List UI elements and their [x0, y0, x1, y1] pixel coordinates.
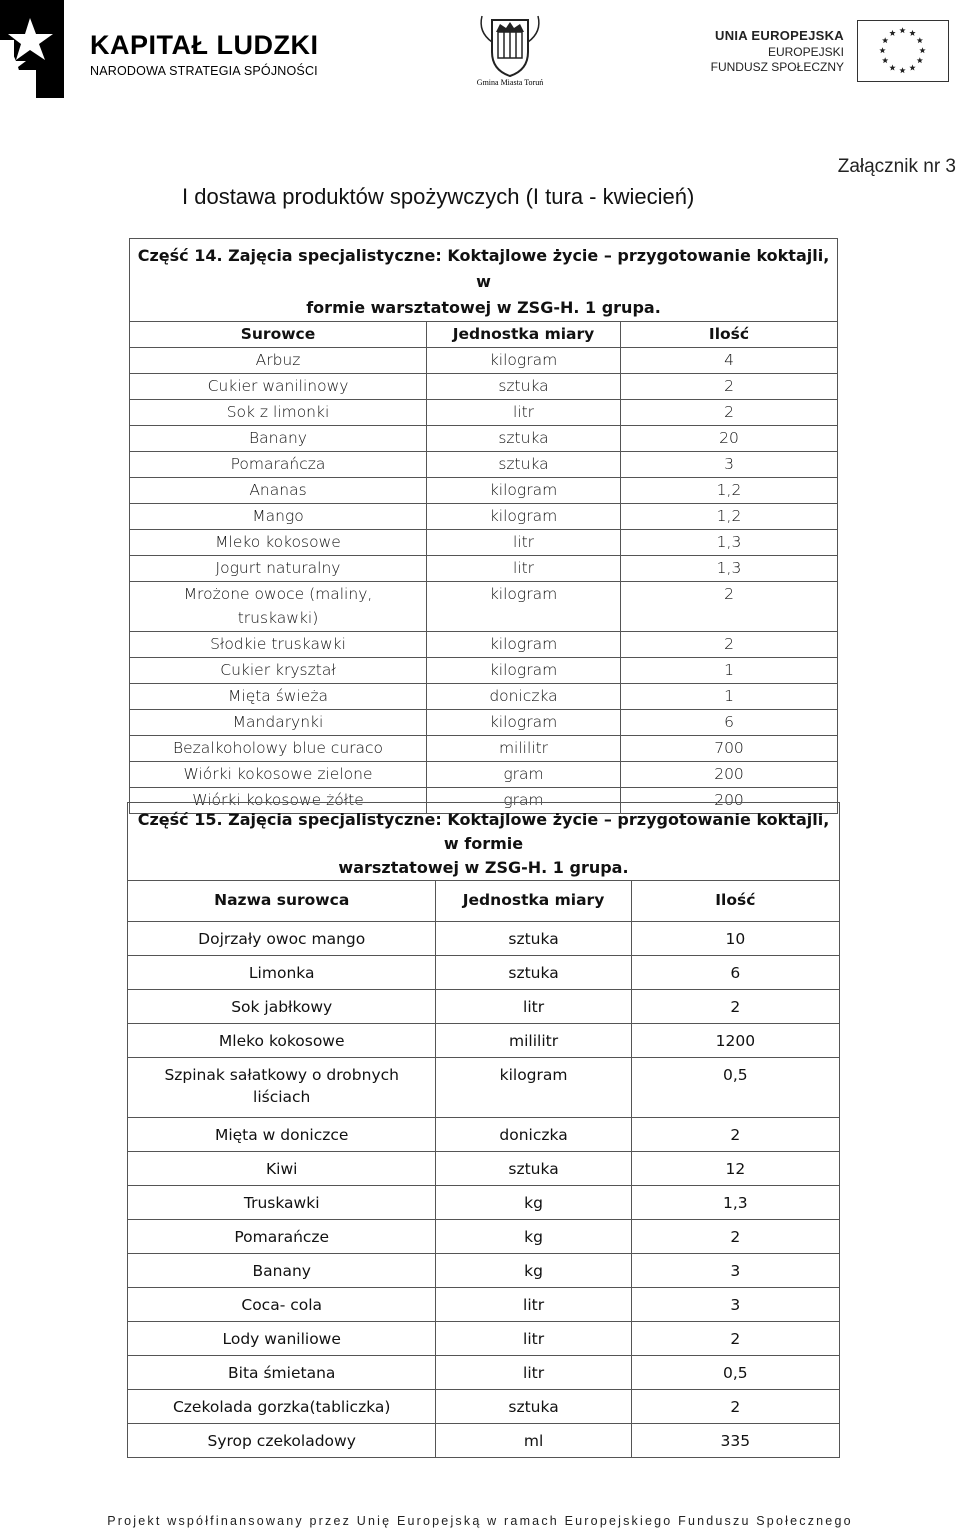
item-qty: 0,5 — [631, 1356, 839, 1390]
item-name: Pomarańcze — [128, 1220, 436, 1254]
item-unit: litr — [427, 556, 621, 582]
item-unit: kg — [436, 1220, 631, 1254]
eu-star-icon — [879, 47, 885, 53]
eu-social-fund-logo — [710, 25, 960, 85]
part15-header-qty: Ilość — [631, 881, 839, 922]
item-qty: 2 — [621, 632, 838, 658]
table-row — [130, 426, 838, 452]
item-qty: 1 — [621, 658, 838, 684]
eu-star-icon — [917, 37, 923, 43]
item-unit: litr — [436, 1288, 631, 1322]
item-name: Banany — [130, 426, 427, 452]
eu-star-icon — [882, 37, 888, 43]
item-name: Mleko kokosowe — [130, 530, 427, 556]
item-unit: gram — [427, 788, 621, 814]
attachment-label: Załącznik nr 3 — [837, 156, 956, 177]
item-qty: 6 — [621, 710, 838, 736]
item-unit: sztuka — [436, 1152, 631, 1186]
item-unit: kg — [436, 1254, 631, 1288]
kapital-ludzki-subtitle: NARODOWA STRATEGIA SPÓJNOŚCI — [90, 64, 318, 78]
eu-star-icon — [919, 47, 925, 53]
item-qty: 1,3 — [621, 530, 838, 556]
table-row — [128, 1322, 840, 1356]
item-qty: 700 — [621, 736, 838, 762]
torun-coat-of-arms-icon — [470, 12, 550, 78]
item-name: Czekolada gorzka(tabliczka) — [128, 1390, 436, 1424]
item-qty: 2 — [631, 1322, 839, 1356]
kapital-ludzki-star-icon — [0, 0, 70, 100]
item-qty: 4 — [621, 348, 838, 374]
item-qty: 10 — [631, 922, 839, 956]
item-unit: litr — [427, 530, 621, 556]
item-unit: sztuka — [436, 956, 631, 990]
eu-stars-icon — [858, 21, 947, 80]
item-qty: 6 — [631, 956, 839, 990]
footer-cofinancing-note: Projekt współfinansowany przez Unię Europejską w ramach Europejskiego Funduszu Społecznego — [107, 1514, 853, 1528]
eu-line2: EUROPEJSKI — [767, 45, 844, 59]
table-row — [128, 956, 840, 990]
table-row — [128, 922, 840, 956]
item-qty: 335 — [631, 1424, 839, 1458]
table-row — [130, 504, 838, 530]
document-title: I dostawa produktów spożywczych (I tura - kwiecień) — [182, 184, 695, 209]
item-unit: sztuka — [427, 452, 621, 478]
table-row — [128, 1186, 840, 1220]
table-row — [130, 582, 838, 632]
part14-caption — [130, 239, 838, 322]
item-unit: kg — [436, 1186, 631, 1220]
item-name: Wiórki kokosowe żółte — [130, 788, 427, 814]
item-name: Mleko kokosowe — [128, 1024, 436, 1058]
item-qty: 200 — [621, 762, 838, 788]
part15-header-unit: Jednostka miary — [436, 881, 631, 922]
item-qty: 3 — [631, 1254, 839, 1288]
item-unit: kilogram — [427, 710, 621, 736]
item-name: Mięta w doniczce — [128, 1118, 436, 1152]
part14-caption-line2: formie warsztatowej w ZSG-H. 1 grupa. — [306, 298, 661, 317]
item-name: Mrożone owoce (maliny, truskawki) — [130, 582, 427, 632]
table-row — [130, 478, 838, 504]
item-name: Cukier kryształ — [130, 658, 427, 684]
kapital-ludzki-title: KAPITAŁ LUDZKI — [90, 30, 319, 60]
eu-star-icon — [917, 57, 923, 63]
item-name: Cukier wanilinowy — [130, 374, 427, 400]
table-row — [130, 348, 838, 374]
part14-header-unit: Jednostka miary — [427, 322, 621, 348]
item-qty: 20 — [621, 426, 838, 452]
eu-star-icon — [909, 65, 915, 71]
table-row — [130, 710, 838, 736]
item-unit: litr — [427, 400, 621, 426]
item-unit: kilogram — [436, 1058, 631, 1118]
part15-caption-line2: warsztatowej w ZSG-H. 1 grupa. — [338, 858, 629, 877]
item-name: Ananas — [130, 478, 427, 504]
table-row — [130, 452, 838, 478]
item-unit: kilogram — [427, 504, 621, 530]
item-unit: gram — [427, 762, 621, 788]
eu-star-icon — [889, 65, 895, 71]
eu-star-icon — [909, 30, 915, 36]
kapital-ludzki-logo — [0, 0, 320, 100]
item-name: Szpinak sałatkowy o drobnych liściach — [128, 1058, 436, 1118]
item-name: Bezalkoholowy blue curaco — [130, 736, 427, 762]
item-name: Lody waniliowe — [128, 1322, 436, 1356]
item-unit: sztuka — [427, 374, 621, 400]
table-row — [128, 990, 840, 1024]
item-qty: 2 — [621, 582, 838, 632]
table-row — [130, 530, 838, 556]
table-row — [128, 1118, 840, 1152]
table-row — [128, 1356, 840, 1390]
part14-table — [129, 238, 838, 814]
item-qty: 2 — [631, 1220, 839, 1254]
item-qty: 1,2 — [621, 504, 838, 530]
eu-star-icon — [899, 67, 905, 73]
item-name: Mango — [130, 504, 427, 530]
table-row — [130, 632, 838, 658]
table-row — [128, 1152, 840, 1186]
item-unit: sztuka — [427, 426, 621, 452]
item-unit: mililitr — [436, 1024, 631, 1058]
part15-header-row — [128, 881, 840, 922]
item-name: Pomarańcza — [130, 452, 427, 478]
eu-line1: UNIA EUROPEJSKA — [715, 28, 844, 43]
item-unit: kilogram — [427, 582, 621, 632]
item-qty: 3 — [631, 1288, 839, 1322]
item-unit: doniczka — [427, 684, 621, 710]
item-qty: 2 — [631, 990, 839, 1024]
torun-caption: Gmina Miasta Toruń — [476, 78, 544, 87]
part15-header-name: Nazwa surowca — [128, 881, 436, 922]
table-row — [128, 1220, 840, 1254]
item-name: Mięta świeża — [130, 684, 427, 710]
table-row — [130, 556, 838, 582]
item-name: Sok jabłkowy — [128, 990, 436, 1024]
table-row — [128, 1424, 840, 1458]
item-qty: 0,5 — [631, 1058, 839, 1118]
table-row — [130, 658, 838, 684]
eu-line3: FUNDUSZ SPOŁECZNY — [710, 60, 844, 74]
table-row — [128, 1254, 840, 1288]
table-row — [128, 1390, 840, 1424]
item-unit: kilogram — [427, 632, 621, 658]
table-row — [130, 762, 838, 788]
item-name: Bita śmietana — [128, 1356, 436, 1390]
table-row — [128, 1024, 840, 1058]
item-qty: 1,2 — [621, 478, 838, 504]
table-row — [128, 1058, 840, 1118]
item-qty: 2 — [631, 1390, 839, 1424]
part14-header-qty: Ilość — [621, 322, 838, 348]
item-qty: 3 — [621, 452, 838, 478]
item-qty: 2 — [621, 400, 838, 426]
item-name: Wiórki kokosowe zielone — [130, 762, 427, 788]
item-name: Kiwi — [128, 1152, 436, 1186]
item-qty: 1200 — [631, 1024, 839, 1058]
item-unit: litr — [436, 1322, 631, 1356]
table-row — [130, 736, 838, 762]
torun-city-logo — [470, 12, 550, 92]
item-name: Słodkie truskawki — [130, 632, 427, 658]
item-qty: 1,3 — [621, 556, 838, 582]
item-qty: 2 — [631, 1118, 839, 1152]
item-name: Dojrzały owoc mango — [128, 922, 436, 956]
item-unit: litr — [436, 1356, 631, 1390]
item-name: Sok z limonki — [130, 400, 427, 426]
table-row — [130, 684, 838, 710]
item-name: Arbuz — [130, 348, 427, 374]
item-unit: sztuka — [436, 922, 631, 956]
part14-header-row — [130, 322, 838, 348]
item-unit: ml — [436, 1424, 631, 1458]
item-unit: sztuka — [436, 1390, 631, 1424]
eu-star-icon — [882, 57, 888, 63]
eu-star-icon — [889, 30, 895, 36]
item-unit: kilogram — [427, 658, 621, 684]
table-row — [130, 374, 838, 400]
item-unit: kilogram — [427, 478, 621, 504]
item-name: Jogurt naturalny — [130, 556, 427, 582]
table-row — [130, 400, 838, 426]
part15-caption — [128, 803, 840, 881]
part15-caption-line1: Część 15. Zajęcia specjalistyczne: Koktajlowe życie – przygotowanie koktajli, w formie — [137, 810, 830, 853]
item-unit: mililitr — [427, 736, 621, 762]
part14-header-name: Surowce — [130, 322, 427, 348]
item-qty: 2 — [621, 374, 838, 400]
item-qty: 1 — [621, 684, 838, 710]
item-qty: 200 — [621, 788, 838, 814]
part14-caption-line1: Część 14. Zajęcia specjalistyczne: Koktajlowe życie – przygotowanie koktajli, w — [137, 246, 830, 291]
item-qty: 1,3 — [631, 1186, 839, 1220]
item-name: Truskawki — [128, 1186, 436, 1220]
part15-table — [127, 802, 840, 1458]
item-unit: litr — [436, 990, 631, 1024]
item-name: Coca- cola — [128, 1288, 436, 1322]
item-name: Banany — [128, 1254, 436, 1288]
item-qty: 12 — [631, 1152, 839, 1186]
item-unit: doniczka — [436, 1118, 631, 1152]
item-name: Syrop czekoladowy — [128, 1424, 436, 1458]
item-name: Limonka — [128, 956, 436, 990]
eu-flag-icon — [857, 20, 949, 82]
item-unit: kilogram — [427, 348, 621, 374]
eu-star-icon — [899, 27, 905, 33]
item-name: Mandarynki — [130, 710, 427, 736]
table-row — [128, 1288, 840, 1322]
